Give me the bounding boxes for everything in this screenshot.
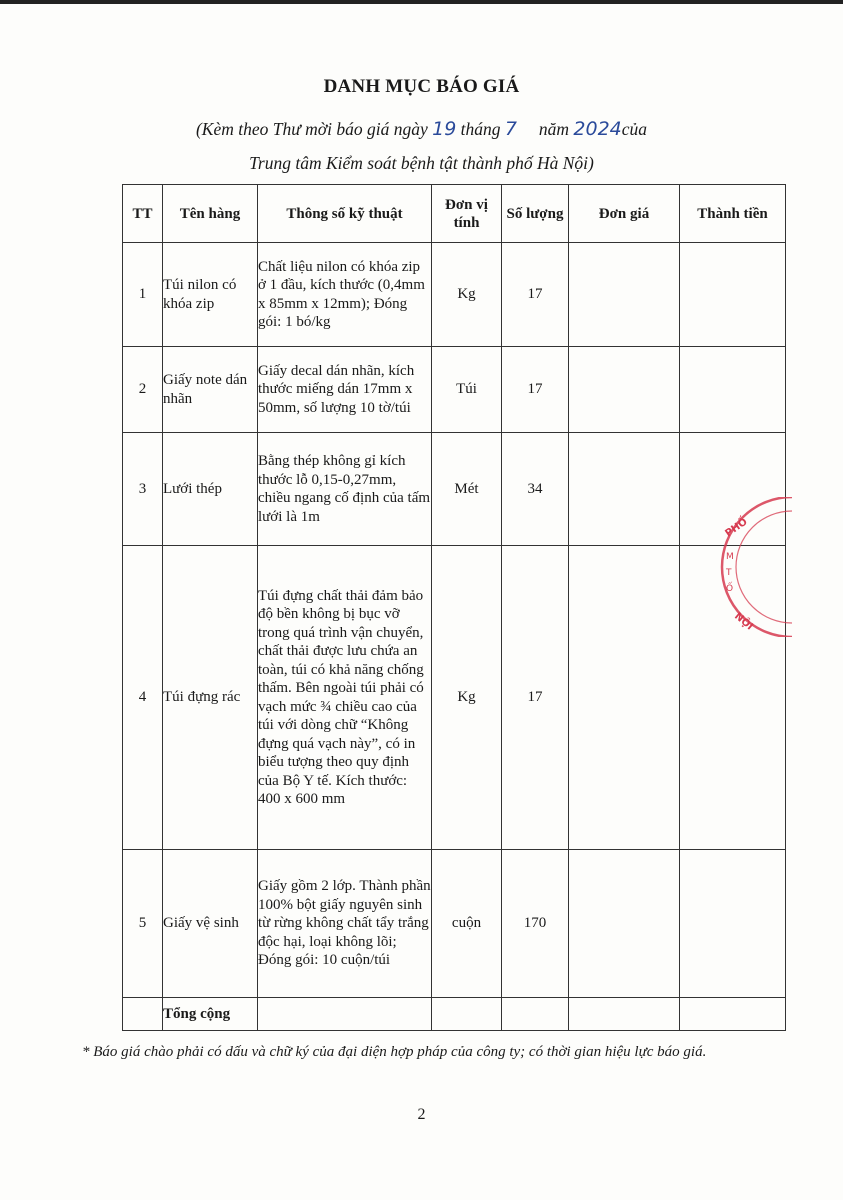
cell-price [569,546,680,850]
table-header-row [123,185,786,243]
table-row [123,850,786,998]
cell-name: Giấy note dán nhãn [163,347,258,433]
subtitle-prefix: (Kèm theo Thư mời báo giá ngày [195,119,428,139]
cell-qty: 17 [502,546,569,850]
partial-red-seal [712,497,792,637]
cell-tt: 4 [123,546,163,850]
cell-unit: Kg [432,243,502,347]
cell-name: Túi đựng rác [163,546,258,850]
footnote: * Báo giá chào phải có dấu và chữ ký của đại diện hợp pháp của công ty; có thời gian hiệu lực báo giá. [82,1044,707,1060]
total-label: Tổng cộng [163,998,258,1031]
cell-price [569,243,680,347]
cell-empty [123,998,163,1031]
col-header-name: Tên hàng [163,185,258,243]
document-subtitle [0,118,843,140]
scan-top-edge [0,0,843,4]
svg-text:PHỐ: PHỐ [723,516,750,540]
cell-name: Túi nilon có khóa zip [163,243,258,347]
cell-tt: 5 [123,850,163,998]
cell-empty [258,998,432,1031]
col-header-amount: Thành tiền [680,185,786,243]
svg-text:NỘI: NỘI [732,610,755,633]
subtitle-suffix: của [621,119,648,139]
cell-price [569,850,680,998]
year-label: năm [538,119,570,139]
document-title: DANH MỤC BÁO GIÁ [323,76,520,97]
cell-name: Giấy vệ sinh [163,850,258,998]
cell-amount [680,243,786,347]
col-header-qty: Số lượng [502,185,569,243]
cell-qty: 34 [502,433,569,546]
table-row [123,546,786,850]
cell-spec: Giấy decal dán nhãn, kích thước miếng dán 17mm x 50mm, số lượng 10 tờ/túi [258,347,432,433]
handwritten-year: 2024 [573,118,622,140]
cell-tt: 3 [123,433,163,546]
table-total-row [123,998,786,1031]
cell-qty: 17 [502,243,569,347]
cell-unit: Túi [432,347,502,433]
month-label: tháng [460,119,501,139]
cell-tt: 2 [123,347,163,433]
cell-qty: 170 [502,850,569,998]
cell-spec: Bằng thép không gỉ kích thước lỗ 0,15-0,27mm, chiều ngang cố định của tấm lưới là 1m [258,433,432,546]
cell-unit: Kg [432,546,502,850]
seal-icon [712,497,792,637]
cell-price [569,347,680,433]
svg-text:M: M [726,552,734,562]
handwritten-day: 19 [432,118,457,140]
cell-unit: Mét [432,433,502,546]
cell-spec: Giấy gồm 2 lớp. Thành phần 100% bột giấy nguyên sinh từ rừng không chất tẩy trắng độc hại, loại không lõi; Đóng gói: 10 cuộn/túi [258,850,432,998]
handwritten-month: 7 [504,118,518,140]
cell-empty [432,998,502,1031]
col-header-tt: TT [123,185,163,243]
cell-empty [680,998,786,1031]
col-header-unit: Đơn vị tính [432,185,502,243]
cell-empty [569,998,680,1031]
cell-tt: 1 [123,243,163,347]
table-row [123,433,786,546]
cell-spec: Túi đựng chất thải đảm bảo độ bền không bị bục vỡ trong quá trình vận chuyển, chất thải được lưu chứa an toàn, túi có khả năng chống thấm. Bên ngoài túi phải có vạch mức ¾ chiều cao của túi với dòng chữ “Không đựng quá vạch này”, có in biểu tượng theo quy định của Bộ Y tế. Kích thước: 400 x 600 mm [258,546,432,850]
table-row [123,347,786,433]
cell-price [569,433,680,546]
quotation-table [122,184,786,1031]
cell-amount [680,850,786,998]
page-number: 2 [417,1106,426,1123]
table-row [123,243,786,347]
document-subtitle-line2: Trung tâm Kiểm soát bệnh tật thành phố Hà Nội) [249,153,594,173]
cell-empty [502,998,569,1031]
cell-amount [680,347,786,433]
svg-text:T: T [726,568,732,578]
col-header-spec: Thông số kỹ thuật [258,185,432,243]
cell-spec: Chất liệu nilon có khóa zip ở 1 đầu, kích thước (0,4mm x 85mm x 12mm); Đóng gói: 1 bó/kg [258,243,432,347]
cell-qty: 17 [502,347,569,433]
col-header-price: Đơn giá [569,185,680,243]
cell-name: Lưới thép [163,433,258,546]
cell-unit: cuộn [432,850,502,998]
svg-text:Ố: Ố [726,584,734,594]
